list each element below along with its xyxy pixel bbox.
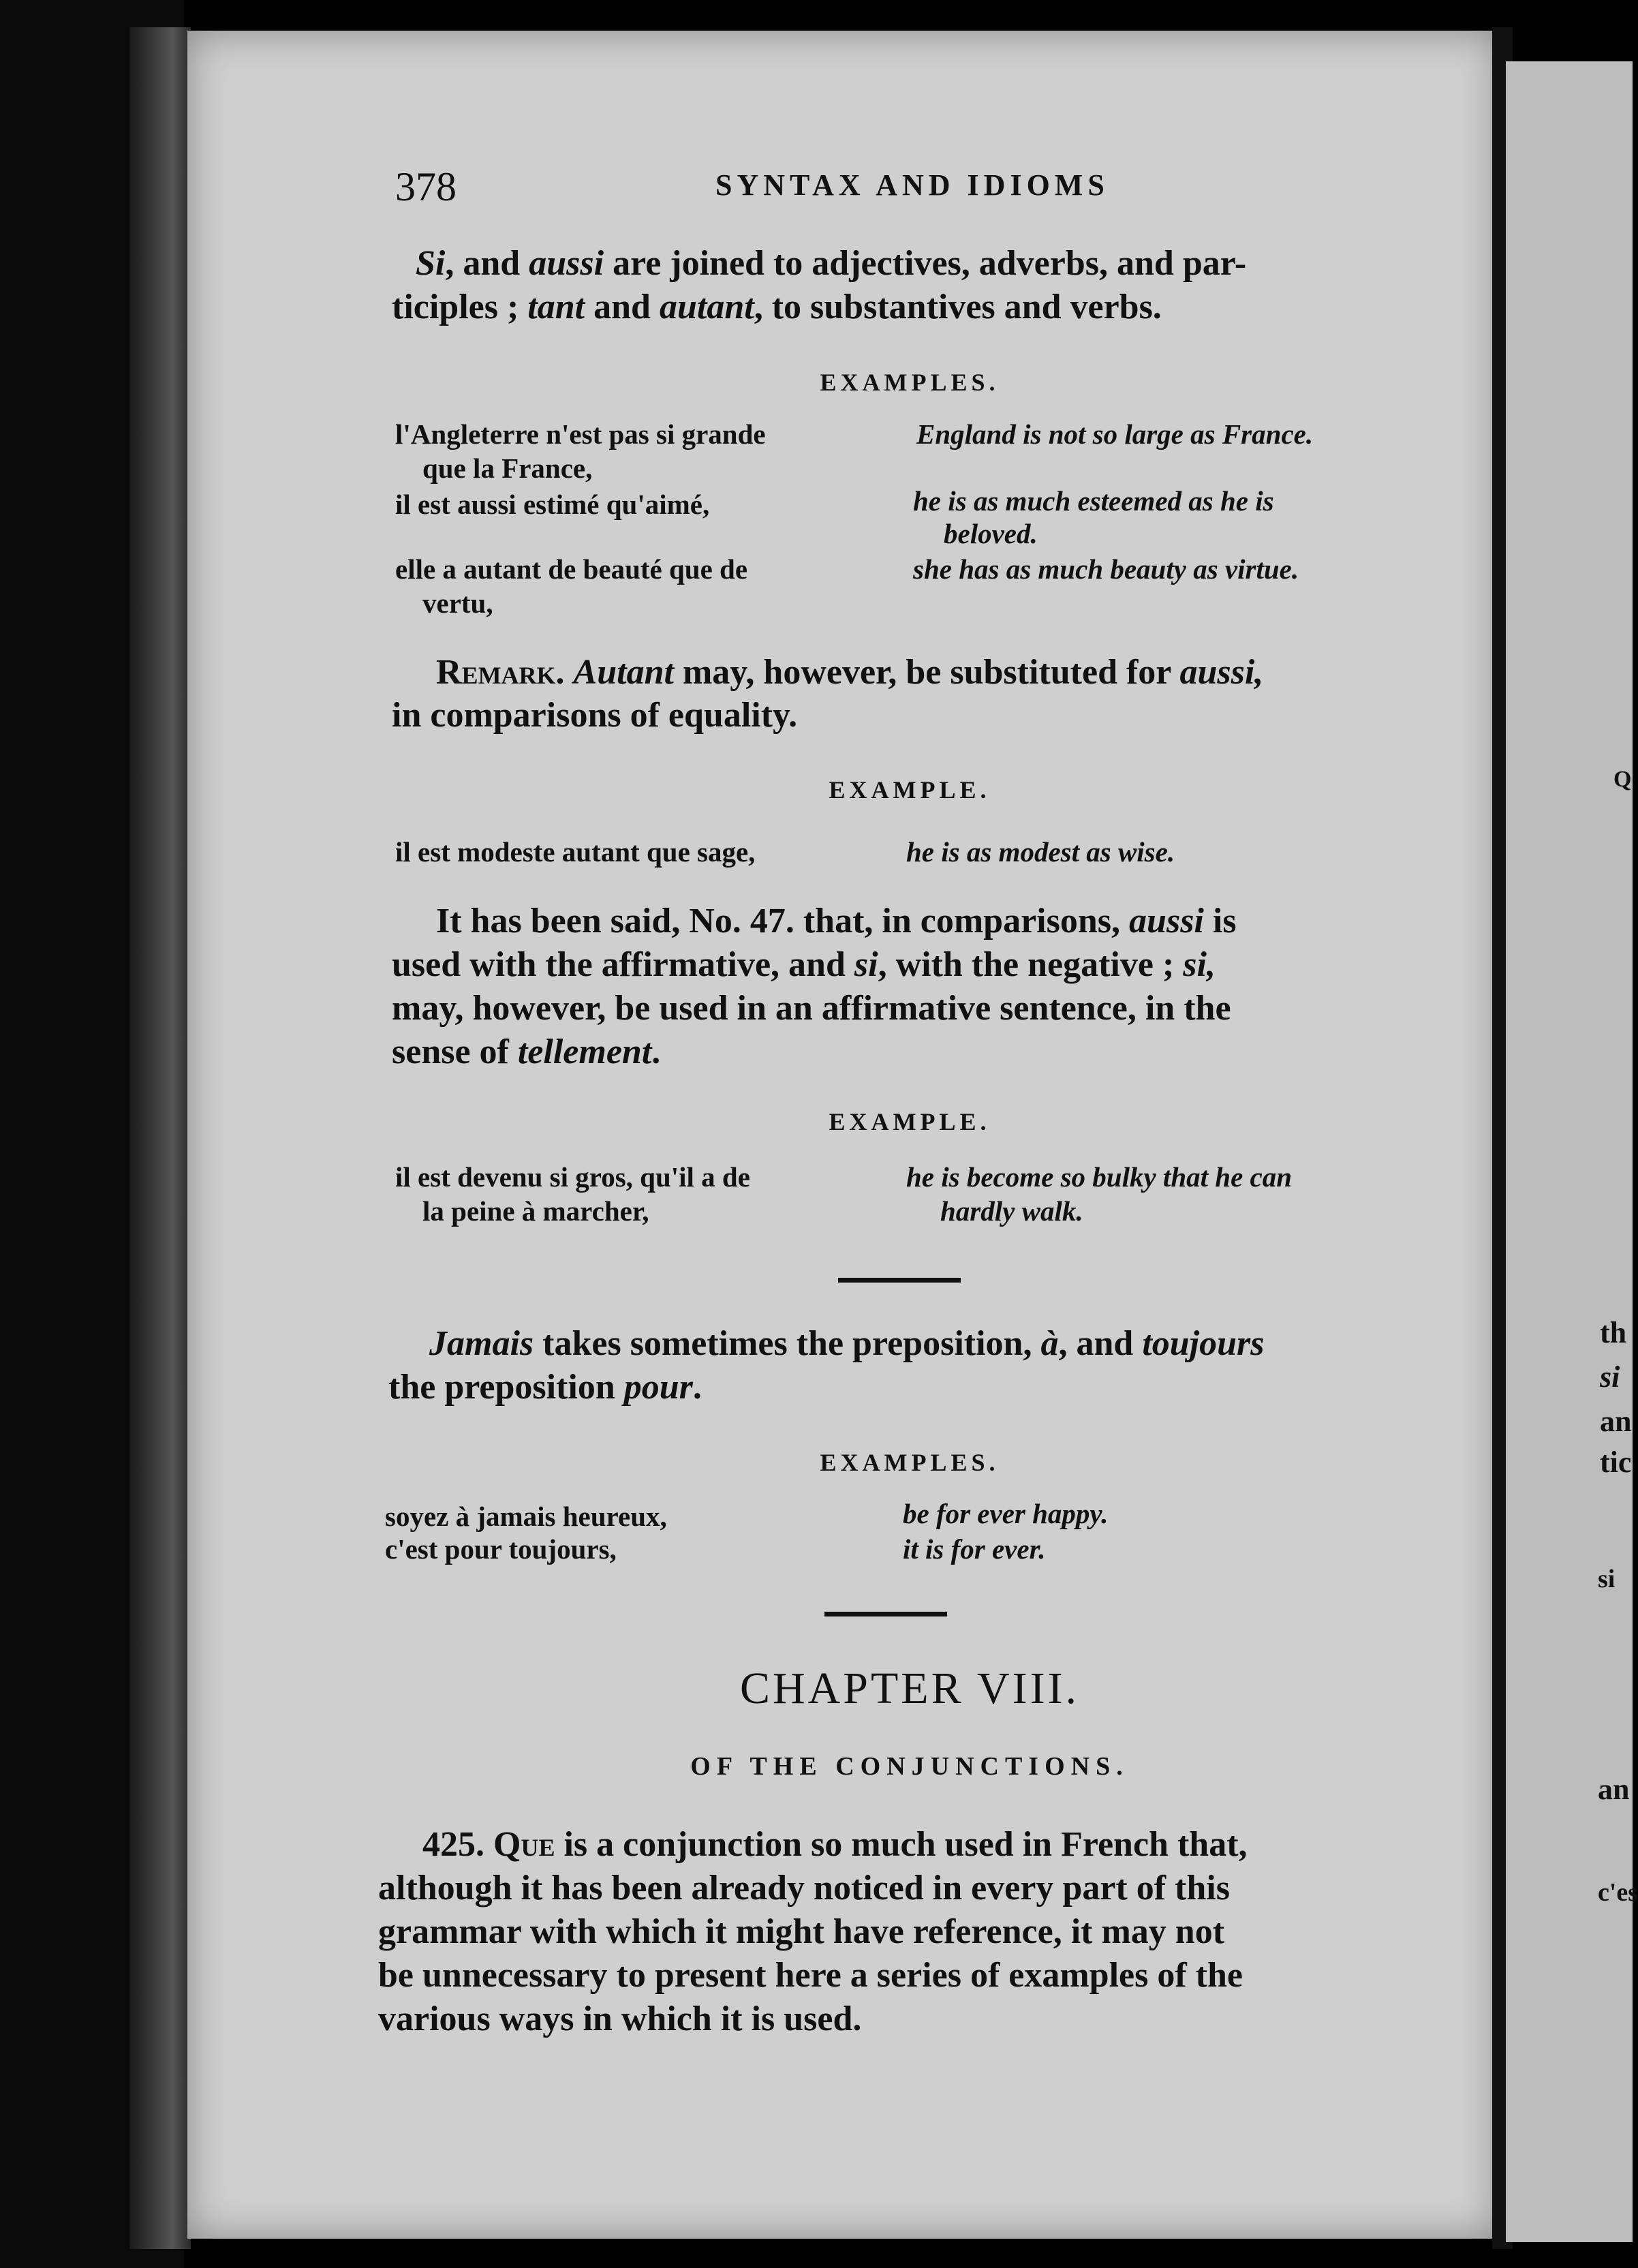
examples-heading-1: EXAMPLES. (820, 369, 1000, 396)
example-heading-3: EXAMPLE. (829, 1108, 991, 1135)
para2-line4 (392, 1030, 660, 1074)
margin-fragment: Q (1613, 767, 1632, 792)
fr-example: il est devenu si gros, qu'il a de (395, 1161, 750, 1193)
text: , with the negative ; (878, 945, 1184, 984)
fr-example: soyez à jamais heureux, (385, 1501, 667, 1532)
en-translation: it is for ever. (903, 1533, 1046, 1565)
fr-example: il est modeste autant que sage, (395, 836, 756, 868)
para4-line4: be unnecessary to present here a series of examples of the (378, 1956, 1243, 1995)
term-si: si, (1183, 945, 1216, 984)
margin-fragment: an (1600, 1405, 1632, 1438)
text: , to substantives and verbs. (754, 288, 1162, 326)
en-translation: hardly walk. (940, 1195, 1083, 1227)
example-heading-2: EXAMPLE. (829, 776, 991, 803)
para4-line3: grammar with which it might have reference, it may not (378, 1912, 1225, 1951)
en-translation: she has as much beauty as virtue. (913, 553, 1299, 585)
fr-example: il est aussi estimé qu'aimé, (395, 489, 710, 520)
adjacent-page (1506, 61, 1633, 2242)
text: is (1203, 902, 1237, 940)
text: is a conjunction so much used in French that, (555, 1825, 1248, 1864)
term-autant: autant (659, 288, 754, 326)
term-tellement: tellement (517, 1032, 652, 1071)
remark-line2: in comparisons of equality. (392, 696, 798, 735)
en-translation: England is not so large as France. (916, 418, 1314, 450)
term-jamais: Jamais (429, 1324, 534, 1363)
para1-line1 (416, 242, 1246, 286)
margin-fragment: si (1600, 1360, 1620, 1394)
section-rule (838, 1278, 961, 1283)
examples-heading-4: EXAMPLES. (820, 1449, 1000, 1476)
term-aussi: aussi (1129, 902, 1204, 940)
para4-line2: although it has been already noticed in every part of this (378, 1869, 1230, 1907)
en-translation: beloved. (944, 518, 1038, 549)
margin-fragment: tic (1600, 1445, 1632, 1479)
para2-line2 (392, 943, 1216, 987)
en-translation: be for ever happy. (903, 1498, 1109, 1529)
fr-example: elle a autant de beauté que de (395, 553, 748, 585)
text: . (692, 1368, 702, 1407)
text: are joined to adjectives, adverbs, and par- (604, 244, 1247, 283)
term-aussi: aussi (529, 244, 604, 283)
text: , and (445, 244, 529, 283)
chapter-title: CHAPTER VIII. (739, 1664, 1080, 1713)
running-head: SYNTAX AND IDIOMS (715, 168, 1109, 202)
para3-line1 (429, 1322, 1265, 1366)
term-tant: tant (527, 288, 585, 326)
term-que: Que (493, 1825, 555, 1864)
margin-fragment: th (1600, 1316, 1627, 1349)
text: , and (1058, 1324, 1143, 1363)
term-a: à (1040, 1324, 1059, 1363)
text: used with the affirmative, and (392, 945, 854, 984)
para2-line1 (436, 900, 1237, 943)
fr-example: vertu, (422, 587, 493, 619)
text: sense of (392, 1032, 518, 1071)
text: . (651, 1032, 661, 1071)
fr-example: que la France, (422, 453, 593, 484)
text: and (585, 288, 660, 326)
margin-fragment: si (1598, 1565, 1616, 1593)
page-edge (129, 27, 191, 2249)
text: takes sometimes the preposition, (534, 1324, 1041, 1363)
term-si: si (854, 945, 878, 984)
margin-fragment: an (1598, 1773, 1630, 1806)
term-aussi: aussi, (1179, 653, 1264, 692)
chapter-subtitle: OF THE CONJUNCTIONS. (690, 1752, 1129, 1781)
fr-example: c'est pour toujours, (385, 1533, 617, 1565)
para4-line5: various ways in which it is used. (378, 1999, 862, 2038)
remark-label: Remark. (436, 653, 565, 692)
term-si: Si (416, 244, 446, 283)
section-rule (824, 1612, 947, 1616)
para2-line3: may, however, be used in an affirmative sentence, in the (392, 989, 1231, 1028)
text: may, however, be substituted for (673, 653, 1180, 692)
page-number: 378 (395, 164, 457, 209)
term-toujours: toujours (1142, 1324, 1265, 1363)
margin-fragment: c'es (1598, 1878, 1638, 1907)
para1-line2 (392, 286, 1162, 329)
text: 425. (422, 1825, 493, 1864)
text: It has been said, No. 47. that, in comparisons, (436, 902, 1130, 940)
fr-example: l'Angleterre n'est pas si grande (395, 418, 766, 450)
text: ticiples ; (392, 288, 528, 326)
remark-line1 (436, 651, 1263, 694)
en-translation: he is as modest as wise. (906, 836, 1175, 868)
para3-line2 (388, 1366, 702, 1409)
term-autant: Autant (573, 653, 674, 692)
fr-example: la peine à marcher, (422, 1195, 649, 1227)
para4-line1 (422, 1823, 1248, 1867)
en-translation: he is as much esteemed as he is (913, 485, 1274, 517)
text: the preposition (388, 1368, 624, 1407)
en-translation: he is become so bulky that he can (906, 1161, 1293, 1193)
term-pour: pour (623, 1368, 693, 1407)
